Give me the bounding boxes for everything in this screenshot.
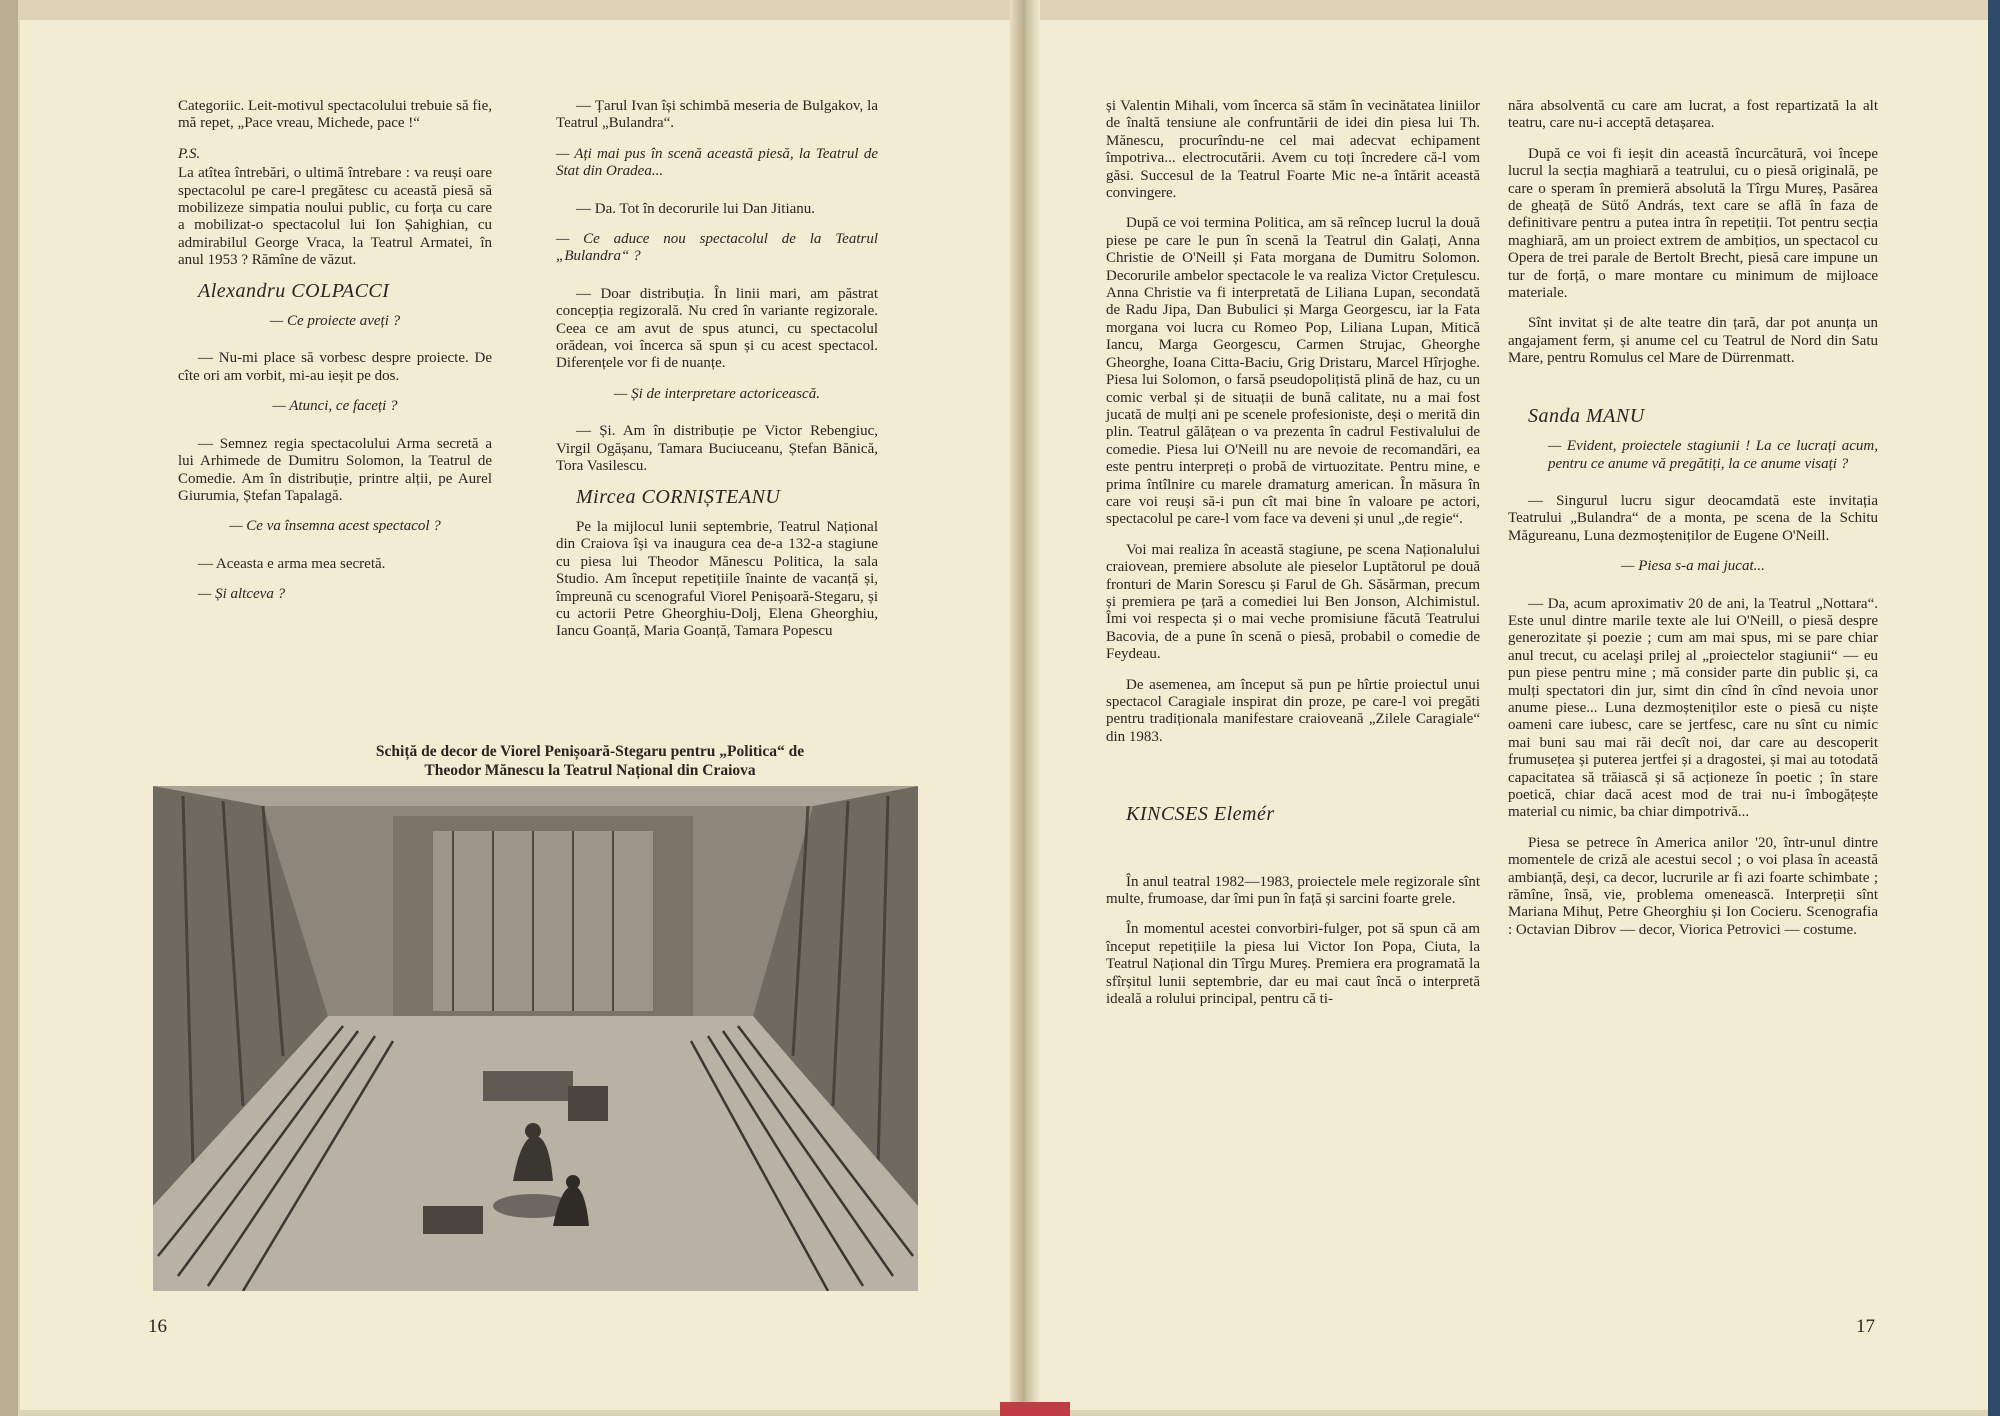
- paragraph: Categoriic. Leit-motivul spectacolului trebuie să fie, mă repet, „Pace vreau, Michede, pace !“: [178, 98, 492, 132]
- answer: — Da, acum aproximativ 20 de ani, la Teatrul „Nottara“. Este unul dintre marile texte ale lui O'Neill, o piesă despre generozitate și poezie ; cum am mai spus, mi se pare chiar anul trecut, cu acelaşi prilej al „proiectelor stagiunii“ — eu pun piese pentru mine ; mă consider parte din public și, ca mulți spectatori din jur, simt din cînd în cînd nevoia unor anume piese... Luna dezmoșteniților este o piesă cu niște oameni care iubesc, care se jertfesc, care nu sînt cu nimic mai buni sau mai răi decît noi, dar care au descoperit frumusețea și puterea jertfei și a dragostei, și mai au totodată capacitatea să trăiască și să acționeze în poetic ; în stare poetică, chiar dacă acest mod de trai nu-i îmbogățește material cu nimic, ba chiar dimpotrivă...: [1508, 595, 1878, 821]
- paragraph: În momentul acestei convorbiri-fulger, pot să spun că am început repetițiile la piesa lui Victor Ion Popa, Ciuta, la Teatrul Național din Tîrgu Mureș. Premiera era programată la sfîrșitul lunii septembrie, dar eu mai caut încă o interpretă ideală a rolului principal, pentru că ti-: [1106, 921, 1480, 1008]
- answer: — Doar distribuția. În linii mari, am păstrat concepția regizorală. Nu cred în variante regizorale. Ceea ce am avut de spus atunci, cu spectacolul orădean, voi încerca să spun și cu acest spectacol. Diferențele vor fi de nuanțe.: [556, 285, 878, 372]
- question: — Atunci, ce faceți ?: [272, 398, 398, 415]
- answer: — Da. Tot în decorurile lui Dan Jitianu.: [576, 200, 816, 217]
- caption-line: Theodor Mănescu la Teatrul Național din Craiova: [424, 762, 756, 779]
- section-heading: Alexandru COLPACCI: [198, 279, 390, 302]
- question: — Evident, proiectele stagiunii ! La ce lucrați acum, pentru ce anume vă pregătiți, la ce anume visați ?: [1548, 438, 1878, 472]
- question: — Și de interpretare actoricească.: [614, 385, 820, 402]
- paragraph: năra absolventă cu care am lucrat, a fost repartizată la alt teatru, care nu-i acceptă detașarea.: [1508, 98, 1878, 132]
- paragraph: De asemenea, am început să pun pe hîrtie proiectul unui spectacol Caragiale inspirat din proze, pe care-l voi pregăti pentru tradiționala manifestare craioveană „Zilele Caragiale“ din 1983.: [1106, 676, 1480, 745]
- answer: — Singurul lucru sigur deocamdată este invitația Teatrului „Bulandra“ de a monta, pe scena de la Schitu Măgureanu, Luna dezmoșteniților de Eugene O'Neill.: [1508, 492, 1878, 544]
- paragraph: După ce voi termina Politica, am să reîncep lucrul la două piese pe care le pun în scenă la Teatrul din Galați, Anna Christie de O'Neill și Fata morgana de Dumitru Solomon. Decorurile ambelor spectacole le va realiza Victor Crețulescu. Anna Christie va fi interpretată de Liliana Lupan, secondată de Radu Jipa, Dan Bubulici și Marga Georgescu, iar la Fata morgana voi lucra cu Romeo Pop, Liliana Lupan, Mitică Iancu, Marga Georgescu, Carmen Strujac, Gheorghe Gheorghe, Ioana Citta-Baciu, Grig Dristaru, Marcel Hîrjoghe. Piesa lui Solomon, o farsă pseudopolițistă plină de haz, cu un comic verbal și de situații de bună calitate, nu a mai fost jucată de mulți ani pe scenele profesioniste, deși o merită din plin. Teatrul gălățean o va prezenta în cadrul Festivalului de comedie. Piesa lui O'Neill nu are nevoie de recomandări, ea este pentru interpreți o probă de virtuozitate. Pentru mine, e prima întîlnire cu marele dramaturg american. În măsura în care voi reuși să-i pun cît mai bine în valoare pe actori, spectacolul pe care-l vom face va deveni și unul „de regie“.: [1106, 215, 1480, 528]
- answer: — Nu-mi place să vorbesc despre proiecte. De cîte ori am vorbit, mi-au ieșit pe dos.: [178, 350, 492, 384]
- paragraph: După ce voi fi ieșit din această încurcătură, voi începe lucrul la secția maghiară a teatrului, cu o piesă originală, pe care o speram în premieră absolută la Tîrgu Mureș, Pasărea de gheață de Sütő András, text care se află în faza de definitivare pentru a putea intra în repetiții. Tot pentru secția maghiară, am un proiect extrem de ambițios, un spectacol cu Opera de trei parale de Bertolt Brecht, piesă care impune un tur de forță, o mare montare cu minimum de mijloace materiale.: [1508, 145, 1878, 302]
- stage-design-sketch: [153, 786, 918, 1291]
- paragraph: În anul teatral 1982—1983, proiectele mele regizorale sînt multe, frumoase, dar îmi pun în față și sarcini foarte grele.: [1106, 873, 1480, 908]
- ps-label: P.S.: [178, 145, 201, 162]
- question: — Și altceva ?: [198, 586, 286, 603]
- left-column-1: [178, 98, 492, 624]
- sketch-drawing: [153, 786, 918, 1291]
- answer: — Și. Am în distribuție pe Victor Rebengiuc, Virgil Ogășanu, Tamara Buciuceanu, Ștefan Bănică, Tora Vasilescu.: [556, 423, 878, 475]
- answer: — Semnez regia spectacolului Arma secretă a lui Arhimede de Dumitru Solomon, la Teatrul de Comedie. Am în distribuție, printre alții, pe Aurel Giurumia, Ștefan Tapalagă.: [178, 435, 492, 504]
- book-cover-edge: [1988, 0, 2000, 1416]
- paragraph: — Țarul Ivan își schimbă meseria de Bulgakov, la Teatrul „Bulandra“.: [556, 98, 878, 132]
- left-column-2: [556, 98, 878, 654]
- book-spine-edge: [0, 0, 18, 1416]
- page-number: 17: [1856, 1316, 1875, 1337]
- paragraph: Sînt invitat și de alte teatre din țară, dar pot anunța un angajament ferm, și anume cel cu Teatrul de Nord din Satu Mare, pentru Romulus cel Mare de Dürrenmatt.: [1508, 315, 1878, 367]
- question: — Ați mai pus în scenă această piesă, la Teatrul de Stat din Oradea...: [556, 145, 878, 180]
- paragraph: Voi mai realiza în această stagiune, pe scena Naționalului craiovean, premiere absolute ale pieselor Luptătorul pe două fronturi de Marin Sorescu și Farul de Gh. Săsărman, precum și premiera pe țară a comediei lui Ben Jonson, Alchimistul. Îmi voi respecta și o mai veche promisiune făcută Teatrului Bacovia, de a pune în scenă o piesă, probabil o comedie de Feydeau.: [1106, 541, 1480, 663]
- section-heading: KINCSES Elemér: [1126, 803, 1275, 826]
- paragraph: La atîtea întrebări, o ultimă întrebare : va reuși oare spectacolul pe care-l pregătesc cu această piesă să mobilizeze simpatia noului public, cu forța cu care a mobilizat-o spectacolul lui Ion Șahighian, cu admirabilul George Vraca, la Teatrul Armatei, în anul 1953 ? Rămîne de văzut.: [178, 165, 492, 269]
- book-gutter: [1010, 0, 1040, 1416]
- section-heading: Mircea CORNIȘTEANU: [576, 485, 781, 508]
- answer: — Aceasta e arma mea secretă.: [198, 555, 386, 572]
- figure-caption: [260, 742, 920, 780]
- question: — Ce aduce nou spectacolul de la Teatrul „Bulandra“ ?: [556, 231, 878, 265]
- section-heading: Sanda MANU: [1528, 404, 1645, 427]
- page-number: 16: [148, 1316, 167, 1337]
- paragraph: Pe la mijlocul lunii septembrie, Teatrul Național din Craiova își va inaugura cea de-a 132-a stagiune cu piesa lui Theodor Mănescu Politica, la sala Studio. Am început repetițiile înainte de vacanță și, împreună cu scenograful Viorel Penișoară-Stegaru, și cu actorii Petre Gheorghiu-Dolj, Elena Gheorghiu, Iancu Goanță, Maria Goanță, Tamara Popescu: [556, 518, 878, 640]
- paragraph: și Valentin Mihali, vom încerca să stăm în vecinătatea liniilor de înaltă tensiune ale confruntării de idei din piesa lui Th. Mănescu, procurîndu-ne cel mai adecvat echipament împotriva... electrocutării. Avem cu toți încredere că-l vom găsi. Succesul de la Teatrul Foarte Mic ne-a întărit această convingere.: [1106, 98, 1480, 202]
- question: — Ce proiecte aveți ?: [269, 313, 401, 330]
- paragraph: Piesa se petrece în America anilor '20, într-unul dintre momentele de criză ale acestui secol ; o voi plasa în această ambianță, deși, ca decor, lucrurile ar fi azi foarte schimbate ; rămîne, însă, vie, problema omenească. Interpreții sînt Mariana Mihuț, Petre Gheorghiu și Ion Cocieru. Scenografia : Octavian Dibrov — decor, Viorica Petrovici — costume.: [1508, 834, 1878, 938]
- right-column-2: [1508, 98, 1878, 952]
- caption-line: Schiță de decor de Viorel Penișoară-Stegaru pentru „Politica“ de: [375, 743, 805, 760]
- right-column-1: [1106, 98, 1480, 1021]
- question: — Piesa s-a mai jucat...: [1621, 558, 1765, 575]
- question: — Ce va însemna acest spectacol ?: [229, 518, 441, 535]
- bookmark-ribbon: [1000, 1402, 1070, 1416]
